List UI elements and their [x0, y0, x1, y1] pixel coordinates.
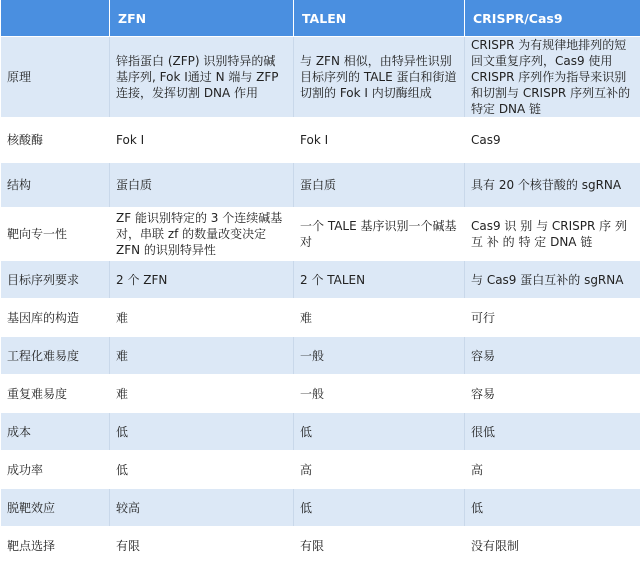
cell-zfn: 低 [110, 413, 294, 451]
cell-zfn: Fok I [110, 118, 294, 163]
table-row [1, 163, 640, 208]
cell-crispr: Cas9 [465, 118, 640, 163]
row-label: 成功率 [1, 451, 110, 489]
cell-zfn: 难 [110, 337, 294, 375]
header-crispr: CRISPR/Cas9 [465, 0, 640, 37]
cell-crispr: 与 Cas9 蛋白互补的 sgRNA [465, 261, 640, 299]
table-row [1, 208, 640, 261]
row-label: 重复难易度 [1, 375, 110, 413]
cell-crispr: 具有 20 个核苷酸的 sgRNA [465, 163, 640, 208]
row-label: 脱靶效应 [1, 489, 110, 527]
header-empty-cell [1, 0, 110, 37]
row-label: 靶点选择 [1, 527, 110, 565]
cell-crispr: 低 [465, 489, 640, 527]
cell-zfn: 锌指蛋白 (ZFP) 识别特异的碱基序列, Fok I通过 N 端与 ZFP 连接，发挥切割 DNA 作用 [110, 37, 294, 118]
table-row [1, 337, 640, 375]
cell-zfn: 蛋白质 [110, 163, 294, 208]
row-label: 目标序列要求 [1, 261, 110, 299]
header-talen: TALEN [294, 0, 465, 37]
row-label: 成本 [1, 413, 110, 451]
cell-zfn: 难 [110, 375, 294, 413]
cell-talen: 低 [294, 413, 465, 451]
cell-talen: 高 [294, 451, 465, 489]
cell-talen: 2 个 TALEN [294, 261, 465, 299]
row-label: 原理 [1, 37, 110, 118]
cell-talen: Fok I [294, 118, 465, 163]
cell-zfn: ZF 能识别特定的 3 个连续碱基对，串联 zf 的数量改变决定 ZFN 的识别特异性 [110, 208, 294, 261]
row-label: 核酸酶 [1, 118, 110, 163]
cell-crispr: CRISPR 为有规律地排列的短回文重复序列，Cas9 使用 CRISPR 序列作为指导来识别和切割与 CRISPR 序列互补的特定 DNA 链 [465, 37, 640, 118]
cell-crispr: 容易 [465, 375, 640, 413]
table-row [1, 527, 640, 565]
cell-zfn: 2 个 ZFN [110, 261, 294, 299]
row-label: 靶向专一性 [1, 208, 110, 261]
cell-zfn: 有限 [110, 527, 294, 565]
cell-talen: 有限 [294, 527, 465, 565]
table-row [1, 261, 640, 299]
cell-zfn: 较高 [110, 489, 294, 527]
cell-crispr: 很低 [465, 413, 640, 451]
header-zfn: ZFN [110, 0, 294, 37]
cell-crispr: Cas9 识 别 与 CRISPR 序 列 互 补 的 特 定 DNA 链 [465, 208, 640, 261]
row-label: 工程化难易度 [1, 337, 110, 375]
cell-talen: 蛋白质 [294, 163, 465, 208]
cell-talen: 一般 [294, 375, 465, 413]
table-row [1, 413, 640, 451]
cell-talen: 一般 [294, 337, 465, 375]
cell-zfn: 难 [110, 299, 294, 337]
table-row [1, 37, 640, 118]
cell-crispr: 高 [465, 451, 640, 489]
cell-talen: 与 ZFN 相似，由特异性识别目标序列的 TALE 蛋白和街道切割的 Fok I 内切酶组成 [294, 37, 465, 118]
table-row [1, 451, 640, 489]
cell-talen: 低 [294, 489, 465, 527]
cell-crispr: 可行 [465, 299, 640, 337]
table-row [1, 375, 640, 413]
cell-zfn: 低 [110, 451, 294, 489]
table-row [1, 299, 640, 337]
cell-crispr: 容易 [465, 337, 640, 375]
table-header-row [1, 0, 640, 37]
row-label: 结构 [1, 163, 110, 208]
table-row [1, 489, 640, 527]
cell-crispr: 没有限制 [465, 527, 640, 565]
cell-talen: 难 [294, 299, 465, 337]
cell-talen: 一个 TALE 基序识别一个碱基对 [294, 208, 465, 261]
row-label: 基因库的构造 [1, 299, 110, 337]
table-row [1, 118, 640, 163]
